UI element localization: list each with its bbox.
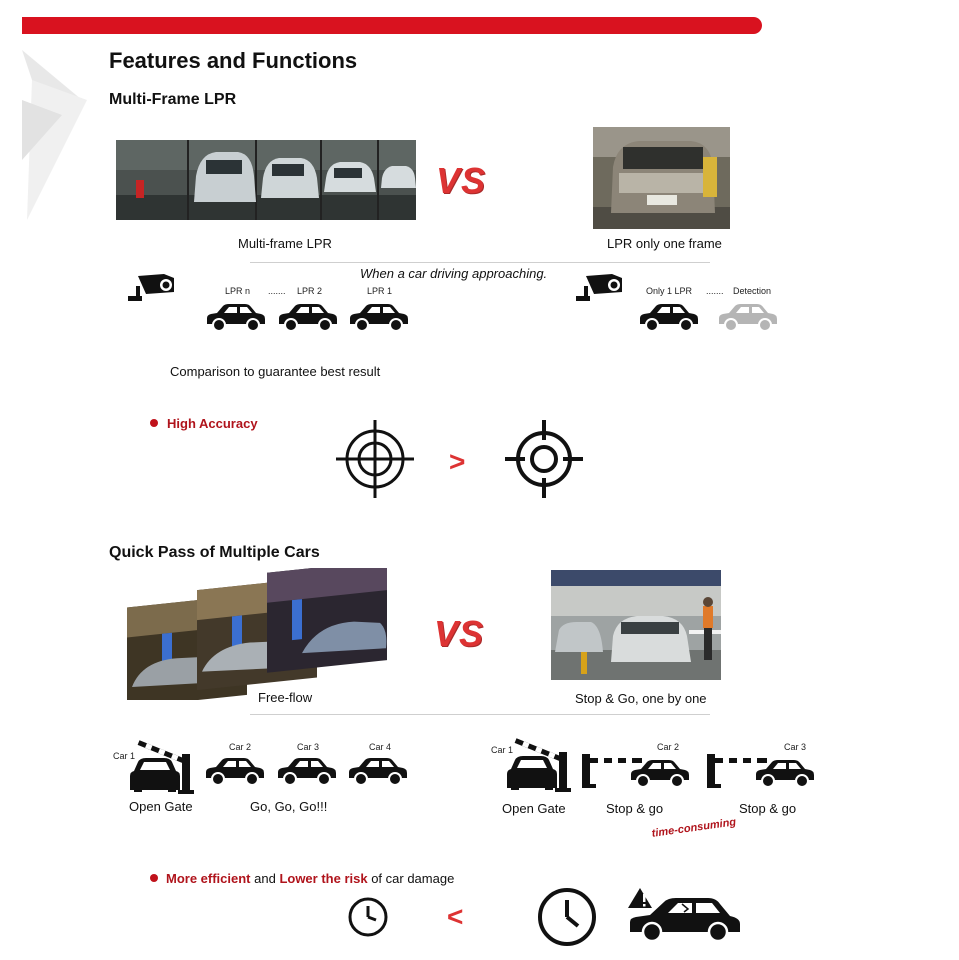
top-accent-bar bbox=[22, 17, 762, 34]
detection-dots: ....... bbox=[706, 286, 724, 296]
car-label-3-right: Car 3 bbox=[784, 742, 807, 752]
lpr-label-n: LPR n bbox=[225, 286, 251, 296]
car-label-4: Car 4 bbox=[369, 742, 392, 752]
logo-watermark-icon bbox=[22, 40, 92, 230]
only-1-lpr-label: Only 1 LPR bbox=[646, 286, 693, 296]
car-icon bbox=[636, 302, 700, 332]
car-icon bbox=[203, 302, 267, 332]
clock-large-icon bbox=[536, 886, 598, 948]
vs-label-top: VS bbox=[436, 160, 487, 201]
single-frame-photo bbox=[593, 127, 730, 229]
car-icon bbox=[275, 302, 339, 332]
greater-than-symbol: > bbox=[449, 446, 466, 477]
high-accuracy-label: High Accuracy bbox=[167, 416, 258, 431]
car-icon bbox=[752, 758, 816, 788]
car-label-2-right: Car 2 bbox=[657, 742, 680, 752]
free-flow-photos bbox=[122, 568, 392, 700]
time-consuming-note: time-consuming bbox=[651, 816, 737, 840]
page-title: Features and Functions bbox=[109, 48, 358, 73]
car-label-3: Car 3 bbox=[297, 742, 320, 752]
lpr-label-dots: ....... bbox=[268, 286, 286, 296]
go-go-go-label: Go, Go, Go!!! bbox=[250, 799, 328, 814]
lpr-label-2: LPR 2 bbox=[297, 286, 323, 296]
open-gate-icon bbox=[128, 740, 194, 794]
car-label-1-right: Car 1 bbox=[491, 745, 514, 755]
bullet-dot bbox=[150, 874, 158, 882]
car-icon bbox=[274, 756, 338, 786]
single-frame-caption: LPR only one frame bbox=[607, 236, 722, 251]
section-heading-quick-pass: Quick Pass of Multiple Cars bbox=[109, 544, 320, 561]
car-damage-text: of car damage bbox=[367, 871, 455, 886]
car-icon bbox=[345, 756, 409, 786]
clock-small-icon bbox=[347, 896, 389, 938]
multi-frame-caption: Multi-frame LPR bbox=[238, 236, 332, 251]
car-icon-faded bbox=[715, 302, 779, 332]
car-icon bbox=[627, 758, 691, 788]
detection-label: Detection bbox=[733, 286, 772, 296]
lower-risk-text: Lower the risk bbox=[279, 871, 368, 886]
less-than-symbol: < bbox=[447, 901, 464, 932]
lpr-camera-icon-right bbox=[576, 272, 626, 302]
divider-top bbox=[250, 262, 710, 263]
car-label-1: Car 1 bbox=[113, 751, 136, 761]
crosshair-fine-icon bbox=[336, 420, 414, 498]
multi-frame-photo bbox=[116, 140, 416, 220]
vs-label-bottom: VS bbox=[434, 613, 485, 654]
crosshair-coarse-icon bbox=[505, 420, 583, 498]
car-label-2: Car 2 bbox=[229, 742, 252, 752]
stop-go-label-1: Stop & go bbox=[606, 801, 664, 816]
bullet-dot bbox=[150, 419, 158, 427]
lpr-label-1: LPR 1 bbox=[367, 286, 393, 296]
connector-text: and bbox=[250, 871, 280, 886]
open-gate-icon bbox=[505, 738, 571, 792]
stop-and-go-photo bbox=[551, 570, 721, 680]
damaged-car-warning-icon bbox=[626, 882, 742, 944]
stop-and-go-caption: Stop & Go, one by one bbox=[575, 691, 707, 706]
efficiency-statement bbox=[166, 871, 454, 886]
car-icon bbox=[202, 756, 266, 786]
stop-go-label-2: Stop & go bbox=[739, 801, 797, 816]
approach-note: When a car driving approaching. bbox=[360, 266, 548, 281]
comparison-text: Comparison to guarantee best result bbox=[170, 364, 381, 379]
lpr-camera-icon-left bbox=[128, 272, 178, 302]
open-gate-label-left: Open Gate bbox=[129, 799, 193, 814]
free-flow-caption: Free-flow bbox=[258, 690, 313, 705]
open-gate-label-right: Open Gate bbox=[502, 801, 566, 816]
car-icon bbox=[346, 302, 410, 332]
more-efficient-text: More efficient bbox=[166, 871, 251, 886]
section-heading-multi-frame: Multi-Frame LPR bbox=[109, 91, 237, 108]
divider-bottom bbox=[250, 714, 710, 715]
